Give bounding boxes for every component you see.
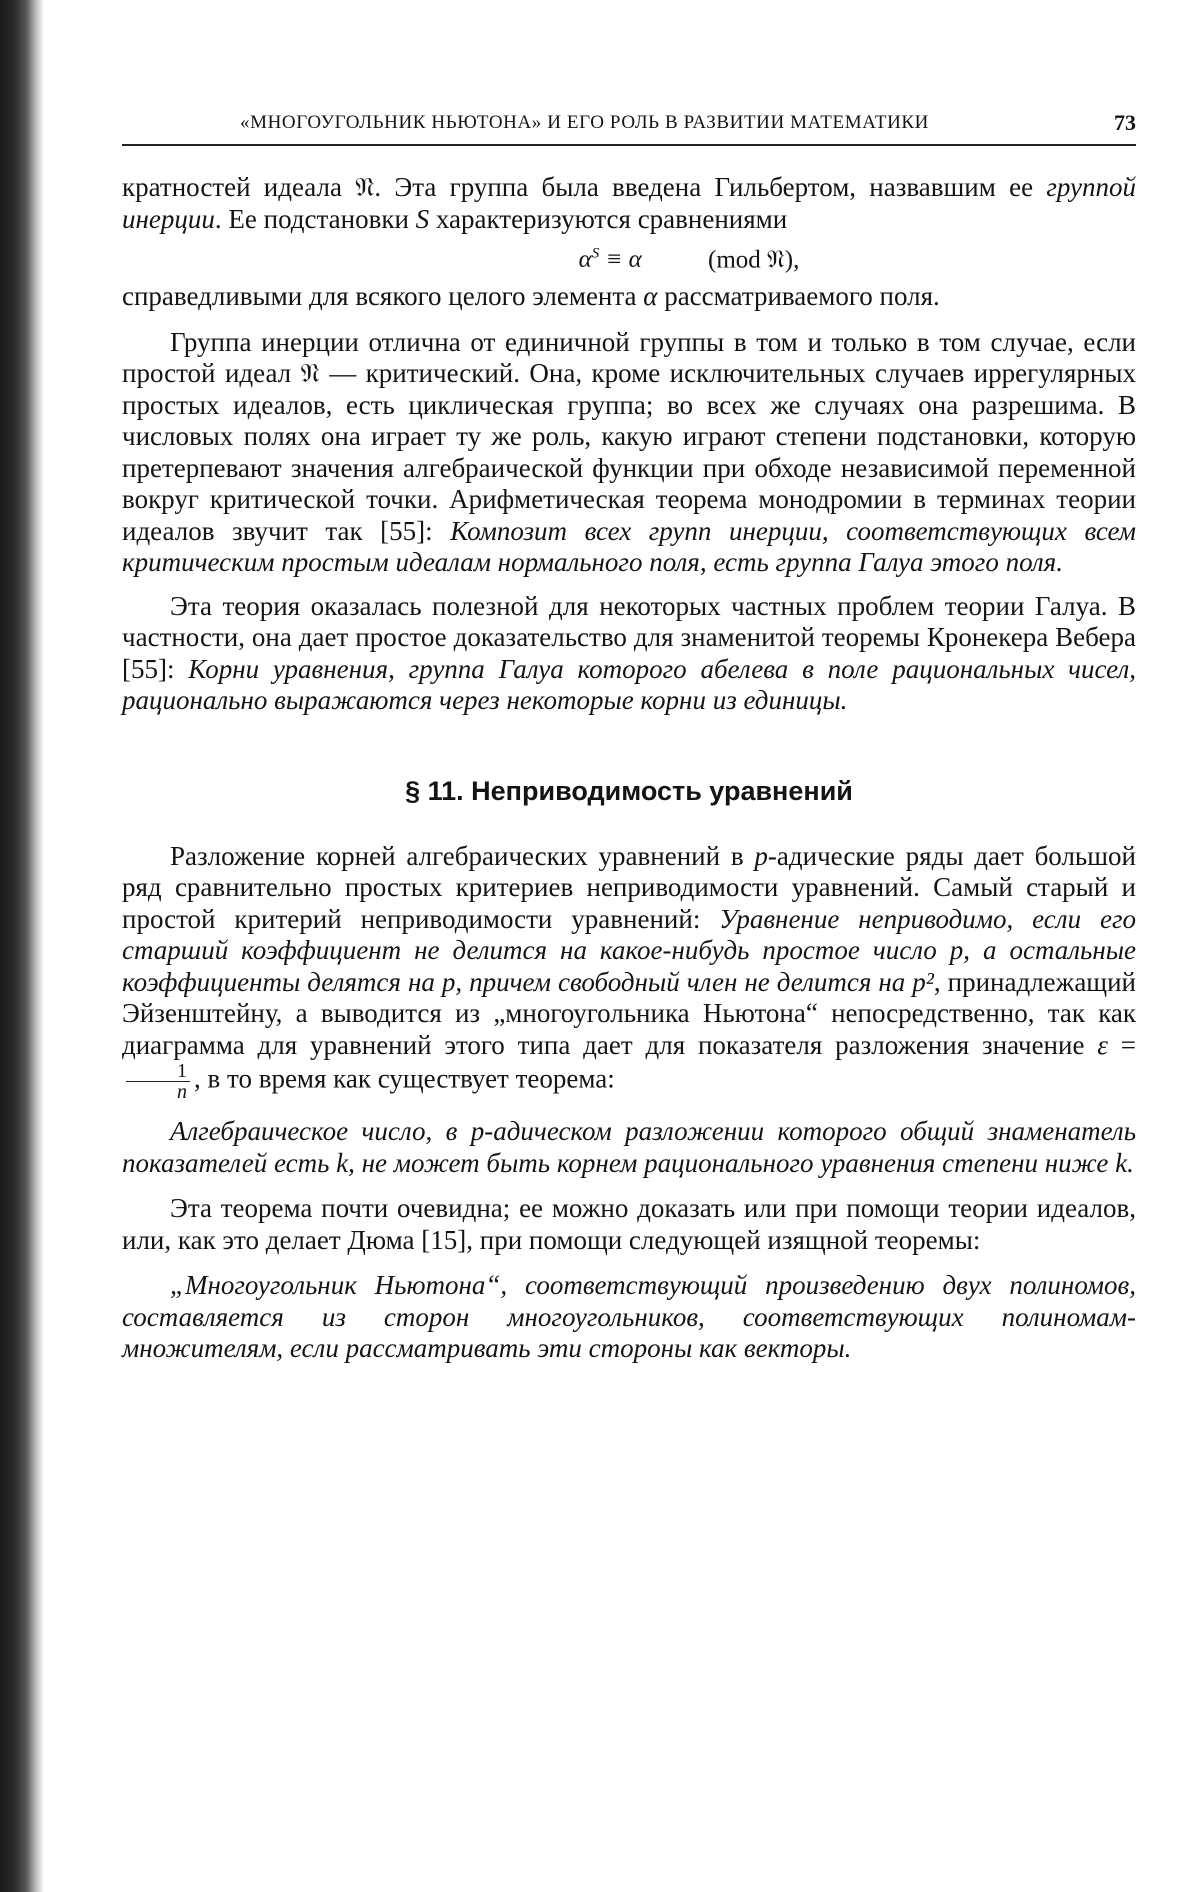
fraction-denominator: n [177, 1081, 187, 1104]
paragraph-5-text-c: , принадлежащий Эйзенштейну, а выводится из „многоугольника Ньютона“ непосредственно, так как диаграмма для уравнений этого типа дает для показателя разложения значение [122, 966, 1136, 1060]
paragraph-1-text-a: кратностей идеала 𝔑. Эта группа была введена Гильбертом, назвавшим ее [122, 172, 1047, 202]
monodromy-theorem-statement: Композит всех групп инерции, соответствующих всем критическим простым идеалам нормального поля, есть группа Галуа этого поля. [122, 515, 1136, 578]
congruence-formula [122, 239, 1136, 275]
paragraph-6 [122, 1116, 1136, 1179]
formula-lhs-rest: ≡ α [599, 246, 642, 274]
fraction-numerator: 1 [126, 1061, 190, 1082]
book-binding-edge [0, 0, 44, 1892]
paragraph-5-text-b: -адические ряды дает большой ряд сравнительно простых критериев неприводимости уравнений. Самый старый и простой критерий неприводимости уравнений: [122, 840, 1136, 934]
paragraph-1-text-c: характеризуются сравнениями [429, 203, 788, 234]
eisenstein-criterion-statement: Уравнение неприводимо, если его старший коэффициент не делится на какое-нибудь простое число p, а остальные коэффициенты делятся на p, причем свободный член не делится на p² [122, 903, 1137, 997]
kronecker-weber-statement: Корни уравнения, группа Галуа которого абелева в поле рациональных чисел, рационально выражаются через некоторые корни из единицы. [122, 653, 1136, 716]
paragraph-2-text-b: рассматриваемого поля. [657, 281, 940, 312]
paragraph-5-text-a: Разложение корней алгебраических уравнений в [170, 840, 755, 871]
paragraph-4 [122, 591, 1136, 717]
paragraph-1 [122, 172, 1136, 235]
symbol-epsilon: ε [1097, 1029, 1108, 1060]
formula-rhs: (mod 𝔑), [708, 246, 800, 274]
paragraph-1-text-b: . Ее подстановки [214, 203, 416, 234]
paragraph-5-text-d: , в то время как существует теорема: [194, 1064, 615, 1095]
page-body [122, 172, 1136, 1365]
running-header [122, 108, 1136, 146]
paragraph-2 [122, 281, 1136, 313]
paragraph-4-text: Эта теория оказалась полезной для некоторых частных проблем теории Галуа. В частности, она дает простое доказательство для знаменитой теоремы Кронекера Вебера [55]: [122, 590, 1136, 684]
symbol-p: p [754, 840, 768, 871]
equals-sign: = [1107, 1029, 1137, 1060]
paragraph-7-text: Эта теорема почти очевидна; ее можно доказать или при помощи теории идеалов, или, как это делает Дюма [15], при помощи следующей изящной теоремы: [122, 1193, 1136, 1255]
algebraic-number-theorem: Алгебраическое число, в p-адическом разложении которого общий знаменатель показателей есть k, не может быть корнем рационального уравнения степени ниже k. [122, 1116, 1136, 1178]
paragraph-7 [122, 1193, 1136, 1256]
paragraph-2-text-a: справедливыми для всякого целого элемента [122, 281, 644, 312]
book-page [122, 0, 1136, 1892]
running-title: «МНОГОУГОЛЬНИК НЬЮТОНА» И ЕГО РОЛЬ В РАЗВИТИИ МАТЕМАТИКИ [240, 112, 929, 133]
page-number: 73 [1114, 110, 1136, 135]
symbol-alpha: α [643, 281, 658, 312]
paragraph-5 [122, 841, 1136, 1103]
term-inertia-group: группой инерции [122, 172, 1136, 234]
section-heading: § 11. Неприводимость уравнений [405, 775, 853, 806]
formula-lhs-base: α [578, 246, 592, 274]
formula-lhs [579, 246, 642, 273]
newton-polygon-theorem: „Многоугольник Ньютона“, соответствующий произведению двух полиномов, составляется из сторон многоугольников, соответствующих полиномам-множителям, если рассматривать эти стороны как векторы. [122, 1270, 1136, 1364]
paragraph-3 [122, 327, 1136, 579]
paragraph-8 [122, 1270, 1136, 1365]
formula-lhs-exponent: S [591, 246, 600, 262]
symbol-s: S [415, 203, 430, 234]
fraction-one-over-n [126, 1061, 190, 1102]
paragraph-3-text: Группа инерции отлична от единичной группы в том и только в том случае, если простой идеал 𝔑 — критический. Она, кроме исключительных случаев иррегулярных простых идеалов, есть циклическая группа; во всех же случаях она разрешима. В числовых полях она играет ту же роль, какую играют степени подстановки, которую претерпевают значения алгебраической функции при обходе независимой переменной вокруг критической точки. Арифметическая теорема монодромии в терминах теории идеалов звучит так [55]: [122, 326, 1136, 546]
